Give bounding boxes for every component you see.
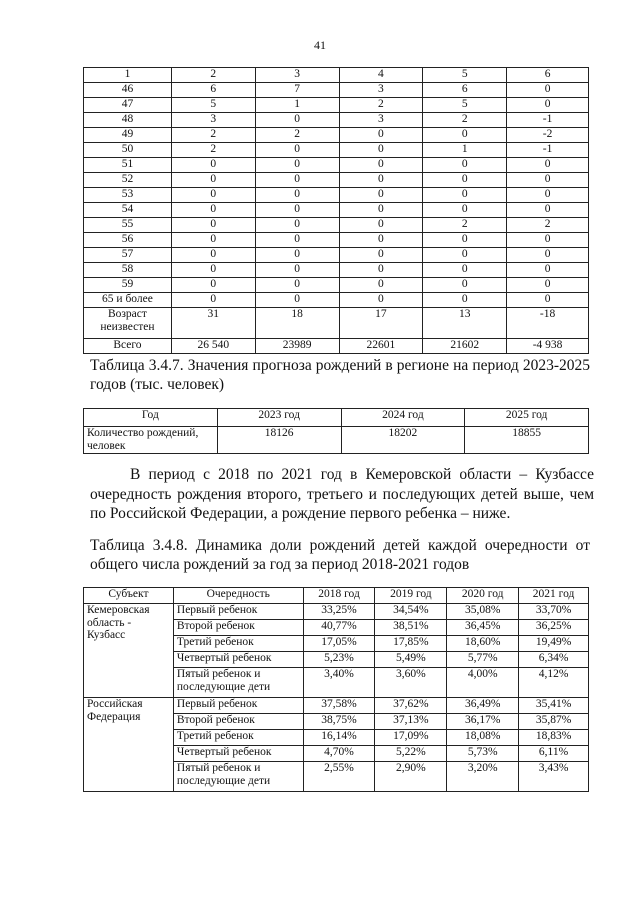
table-cell: 0 bbox=[423, 293, 507, 308]
table-cell: 0 bbox=[507, 158, 589, 173]
birth-forecast-table bbox=[83, 408, 589, 454]
table-cell: 0 bbox=[507, 188, 589, 203]
table-cell: 1 bbox=[255, 98, 339, 113]
table-cell: 2024 год bbox=[341, 409, 465, 427]
table-cell: 0 bbox=[255, 143, 339, 158]
table-row bbox=[84, 218, 589, 233]
table-cell: 0 bbox=[507, 233, 589, 248]
table-cell: 0 bbox=[507, 173, 589, 188]
table-row bbox=[84, 293, 589, 308]
table-cell: 54 bbox=[84, 203, 172, 218]
table-cell: 3,60% bbox=[375, 668, 447, 698]
table-cell: 0 bbox=[339, 233, 423, 248]
table-cell: 33,25% bbox=[303, 604, 375, 620]
table-cell: 3,43% bbox=[519, 762, 589, 792]
table-cell: -2 bbox=[507, 128, 589, 143]
table-cell: 17,85% bbox=[375, 636, 447, 652]
table-cell: Количество рождений, человек bbox=[84, 427, 218, 454]
table-cell: -4 938 bbox=[507, 339, 589, 354]
table-cell: 0 bbox=[507, 248, 589, 263]
table-cell: -1 bbox=[507, 113, 589, 128]
table-cell: 53 bbox=[84, 188, 172, 203]
table-cell: 0 bbox=[171, 263, 255, 278]
table-cell: 47 bbox=[84, 98, 172, 113]
table-cell: 2 bbox=[255, 128, 339, 143]
table-cell: 52 bbox=[84, 173, 172, 188]
table-cell: 36,49% bbox=[447, 698, 519, 714]
table-cell: 0 bbox=[423, 128, 507, 143]
table-cell: 0 bbox=[339, 203, 423, 218]
table-cell: Российская Федерация bbox=[84, 698, 174, 792]
table-cell: 1 bbox=[423, 143, 507, 158]
table-cell: Всего bbox=[84, 339, 172, 354]
table-cell: 2 bbox=[171, 143, 255, 158]
table-cell: Четвертый ребенок bbox=[173, 746, 303, 762]
table-row bbox=[84, 278, 589, 293]
table-cell: 18855 bbox=[465, 427, 589, 454]
table-cell: 18 bbox=[255, 308, 339, 339]
table-cell: 0 bbox=[255, 248, 339, 263]
table-cell: 0 bbox=[255, 278, 339, 293]
table-cell: 50 bbox=[84, 143, 172, 158]
table-cell: 0 bbox=[339, 188, 423, 203]
table-cell: 18,60% bbox=[447, 636, 519, 652]
table-cell: Второй ребенок bbox=[173, 620, 303, 636]
table-cell: 0 bbox=[339, 278, 423, 293]
table-cell: 35,41% bbox=[519, 698, 589, 714]
table-row bbox=[84, 233, 589, 248]
table-cell: 2 bbox=[171, 128, 255, 143]
table-cell: 0 bbox=[423, 263, 507, 278]
table-cell: 5 bbox=[423, 68, 507, 83]
table-cell: Первый ребенок bbox=[173, 698, 303, 714]
table-cell: 5,77% bbox=[447, 652, 519, 668]
table-cell: 49 bbox=[84, 128, 172, 143]
table-cell: 34,54% bbox=[375, 604, 447, 620]
table-cell: 3 bbox=[339, 83, 423, 98]
table-cell: 0 bbox=[255, 218, 339, 233]
table-cell: 6 bbox=[171, 83, 255, 98]
table-cell: 26 540 bbox=[171, 339, 255, 354]
table-cell: 1 bbox=[84, 68, 172, 83]
table-cell: 2 bbox=[423, 113, 507, 128]
table-cell: 0 bbox=[171, 158, 255, 173]
table-cell: 18,08% bbox=[447, 730, 519, 746]
table-cell: 51 bbox=[84, 158, 172, 173]
table-row bbox=[84, 83, 589, 98]
table-cell: 35,08% bbox=[447, 604, 519, 620]
table-cell: 0 bbox=[507, 278, 589, 293]
table-cell: 0 bbox=[423, 203, 507, 218]
table-cell: 46 bbox=[84, 83, 172, 98]
table-cell: 0 bbox=[171, 188, 255, 203]
table-cell: 38,75% bbox=[303, 714, 375, 730]
table-row bbox=[84, 698, 589, 714]
table-cell: 0 bbox=[423, 278, 507, 293]
table-cell: 0 bbox=[255, 203, 339, 218]
table-cell: 13 bbox=[423, 308, 507, 339]
table-cell: 5,73% bbox=[447, 746, 519, 762]
page-number: 41 bbox=[314, 38, 326, 52]
table-cell: 40,77% bbox=[303, 620, 375, 636]
table-cell: 0 bbox=[339, 293, 423, 308]
table-cell: 0 bbox=[339, 218, 423, 233]
table-cell: 48 bbox=[84, 113, 172, 128]
table-cell: 2018 год bbox=[303, 588, 375, 604]
table-cell: 0 bbox=[255, 263, 339, 278]
table-cell: 6,34% bbox=[519, 652, 589, 668]
table-cell: 3 bbox=[255, 68, 339, 83]
table-cell: 38,51% bbox=[375, 620, 447, 636]
table-cell: 18,83% bbox=[519, 730, 589, 746]
table-cell: 7 bbox=[255, 83, 339, 98]
table-cell: Третий ребенок bbox=[173, 636, 303, 652]
table-cell: 6 bbox=[423, 83, 507, 98]
age-births-table bbox=[83, 67, 589, 354]
table-row bbox=[84, 339, 589, 354]
table-cell: 5 bbox=[423, 98, 507, 113]
table-cell: 0 bbox=[423, 188, 507, 203]
table-cell: 0 bbox=[255, 233, 339, 248]
table-cell: Очередность bbox=[173, 588, 303, 604]
table-cell: 3 bbox=[171, 113, 255, 128]
table-cell: 21602 bbox=[423, 339, 507, 354]
table-row bbox=[84, 113, 589, 128]
table-cell: 4,70% bbox=[303, 746, 375, 762]
table-cell: 4,00% bbox=[447, 668, 519, 698]
table-cell: Третий ребенок bbox=[173, 730, 303, 746]
table-cell: 2025 год bbox=[465, 409, 589, 427]
table-cell: 0 bbox=[255, 113, 339, 128]
table-cell: Год bbox=[84, 409, 218, 427]
table-cell: 33,70% bbox=[519, 604, 589, 620]
table-cell: 2 bbox=[339, 98, 423, 113]
table-cell: 0 bbox=[255, 173, 339, 188]
table-caption-3-4-8: Таблица 3.4.8. Динамика доли рождений детей каждой очередности от общего числа рождений за год за период 2018-2021 годов bbox=[90, 537, 590, 573]
table-cell: 2023 год bbox=[217, 409, 341, 427]
table-cell: 37,62% bbox=[375, 698, 447, 714]
table-cell: 4 bbox=[339, 68, 423, 83]
table-cell: 2 bbox=[423, 218, 507, 233]
table-cell: 23989 bbox=[255, 339, 339, 354]
table-cell: Первый ребенок bbox=[173, 604, 303, 620]
table-cell: 2,55% bbox=[303, 762, 375, 792]
table-cell: 0 bbox=[171, 173, 255, 188]
table-cell: 0 bbox=[423, 248, 507, 263]
table-cell: 59 bbox=[84, 278, 172, 293]
table-cell: 0 bbox=[339, 248, 423, 263]
table-cell: 0 bbox=[339, 263, 423, 278]
table-header-row bbox=[84, 588, 589, 604]
table-cell: 0 bbox=[171, 218, 255, 233]
table-cell: 0 bbox=[507, 83, 589, 98]
table-cell: 5,49% bbox=[375, 652, 447, 668]
table-row bbox=[84, 143, 589, 158]
table-cell: Пятый ребенок и последующие дети bbox=[173, 668, 303, 698]
table-row bbox=[84, 248, 589, 263]
table-cell: 4,12% bbox=[519, 668, 589, 698]
table-cell: Возраст неизвестен bbox=[84, 308, 172, 339]
table-cell: 0 bbox=[507, 263, 589, 278]
table-cell: 31 bbox=[171, 308, 255, 339]
table-cell: 2021 год bbox=[519, 588, 589, 604]
table-cell: Второй ребенок bbox=[173, 714, 303, 730]
table-cell: 19,49% bbox=[519, 636, 589, 652]
table-cell: 5,22% bbox=[375, 746, 447, 762]
table-cell: 65 и более bbox=[84, 293, 172, 308]
table-cell: 36,45% bbox=[447, 620, 519, 636]
table-cell: 0 bbox=[423, 233, 507, 248]
table-cell: -1 bbox=[507, 143, 589, 158]
table-row bbox=[84, 427, 589, 454]
table-cell: 3,40% bbox=[303, 668, 375, 698]
table-cell: 17,09% bbox=[375, 730, 447, 746]
table-cell: 0 bbox=[339, 128, 423, 143]
table-cell: 0 bbox=[255, 188, 339, 203]
table-cell: 6 bbox=[507, 68, 589, 83]
table-cell: Субъект bbox=[84, 588, 174, 604]
table-cell: 18202 bbox=[341, 427, 465, 454]
table-cell: 0 bbox=[171, 278, 255, 293]
table-cell: 5,23% bbox=[303, 652, 375, 668]
table-cell: 0 bbox=[171, 233, 255, 248]
table-cell: 0 bbox=[507, 203, 589, 218]
table-cell: 18126 bbox=[217, 427, 341, 454]
table-cell: 22601 bbox=[339, 339, 423, 354]
table-cell: 0 bbox=[507, 293, 589, 308]
table-cell: 36,17% bbox=[447, 714, 519, 730]
table-cell: 3,20% bbox=[447, 762, 519, 792]
table-row bbox=[84, 98, 589, 113]
table-cell: 0 bbox=[339, 143, 423, 158]
table-cell: 0 bbox=[507, 98, 589, 113]
table-cell: 0 bbox=[171, 248, 255, 263]
table-row bbox=[84, 173, 589, 188]
table-cell: 0 bbox=[423, 173, 507, 188]
body-paragraph: В период с 2018 по 2021 год в Кемеровской области – Кузбассе очередность рождения второго, третьего и последующих детей выше, чем по Российской Федерации, а рождение первого ребенка – ниже. bbox=[90, 466, 594, 522]
table-header-row bbox=[84, 68, 589, 83]
table-cell: 0 bbox=[255, 293, 339, 308]
table-row bbox=[84, 308, 589, 339]
table-row bbox=[84, 158, 589, 173]
table-cell: 2 bbox=[171, 68, 255, 83]
table-row bbox=[84, 203, 589, 218]
table-cell: 58 bbox=[84, 263, 172, 278]
table-cell: 0 bbox=[255, 158, 339, 173]
table-cell: Кемеровская область - Кузбасс bbox=[84, 604, 174, 698]
table-cell: 0 bbox=[171, 293, 255, 308]
table-cell: 37,13% bbox=[375, 714, 447, 730]
table-cell: 57 bbox=[84, 248, 172, 263]
table-caption-3-4-7: Таблица 3.4.7. Значения прогноза рождений в регионе на период 2023-2025 годов (тыс. человек) bbox=[90, 357, 590, 393]
table-cell: 56 bbox=[84, 233, 172, 248]
table-cell: 0 bbox=[339, 173, 423, 188]
table-cell: 16,14% bbox=[303, 730, 375, 746]
table-cell: 2 bbox=[507, 218, 589, 233]
birth-order-share-table bbox=[83, 587, 589, 792]
table-cell: 0 bbox=[171, 203, 255, 218]
table-cell: Четвертый ребенок bbox=[173, 652, 303, 668]
table-cell: Пятый ребенок и последующие дети bbox=[173, 762, 303, 792]
table-cell: -18 bbox=[507, 308, 589, 339]
table-header-row bbox=[84, 409, 589, 427]
table-cell: 17,05% bbox=[303, 636, 375, 652]
table-cell: 2020 год bbox=[447, 588, 519, 604]
table-cell: 36,25% bbox=[519, 620, 589, 636]
table-row bbox=[84, 263, 589, 278]
table-row bbox=[84, 188, 589, 203]
table-cell: 0 bbox=[423, 158, 507, 173]
table-cell: 2019 год bbox=[375, 588, 447, 604]
table-cell: 2,90% bbox=[375, 762, 447, 792]
table-cell: 0 bbox=[339, 158, 423, 173]
table-cell: 5 bbox=[171, 98, 255, 113]
table-cell: 6,11% bbox=[519, 746, 589, 762]
table-cell: 3 bbox=[339, 113, 423, 128]
table-cell: 37,58% bbox=[303, 698, 375, 714]
table-row bbox=[84, 128, 589, 143]
table-row bbox=[84, 604, 589, 620]
table-cell: 17 bbox=[339, 308, 423, 339]
table-cell: 55 bbox=[84, 218, 172, 233]
table-cell: 35,87% bbox=[519, 714, 589, 730]
